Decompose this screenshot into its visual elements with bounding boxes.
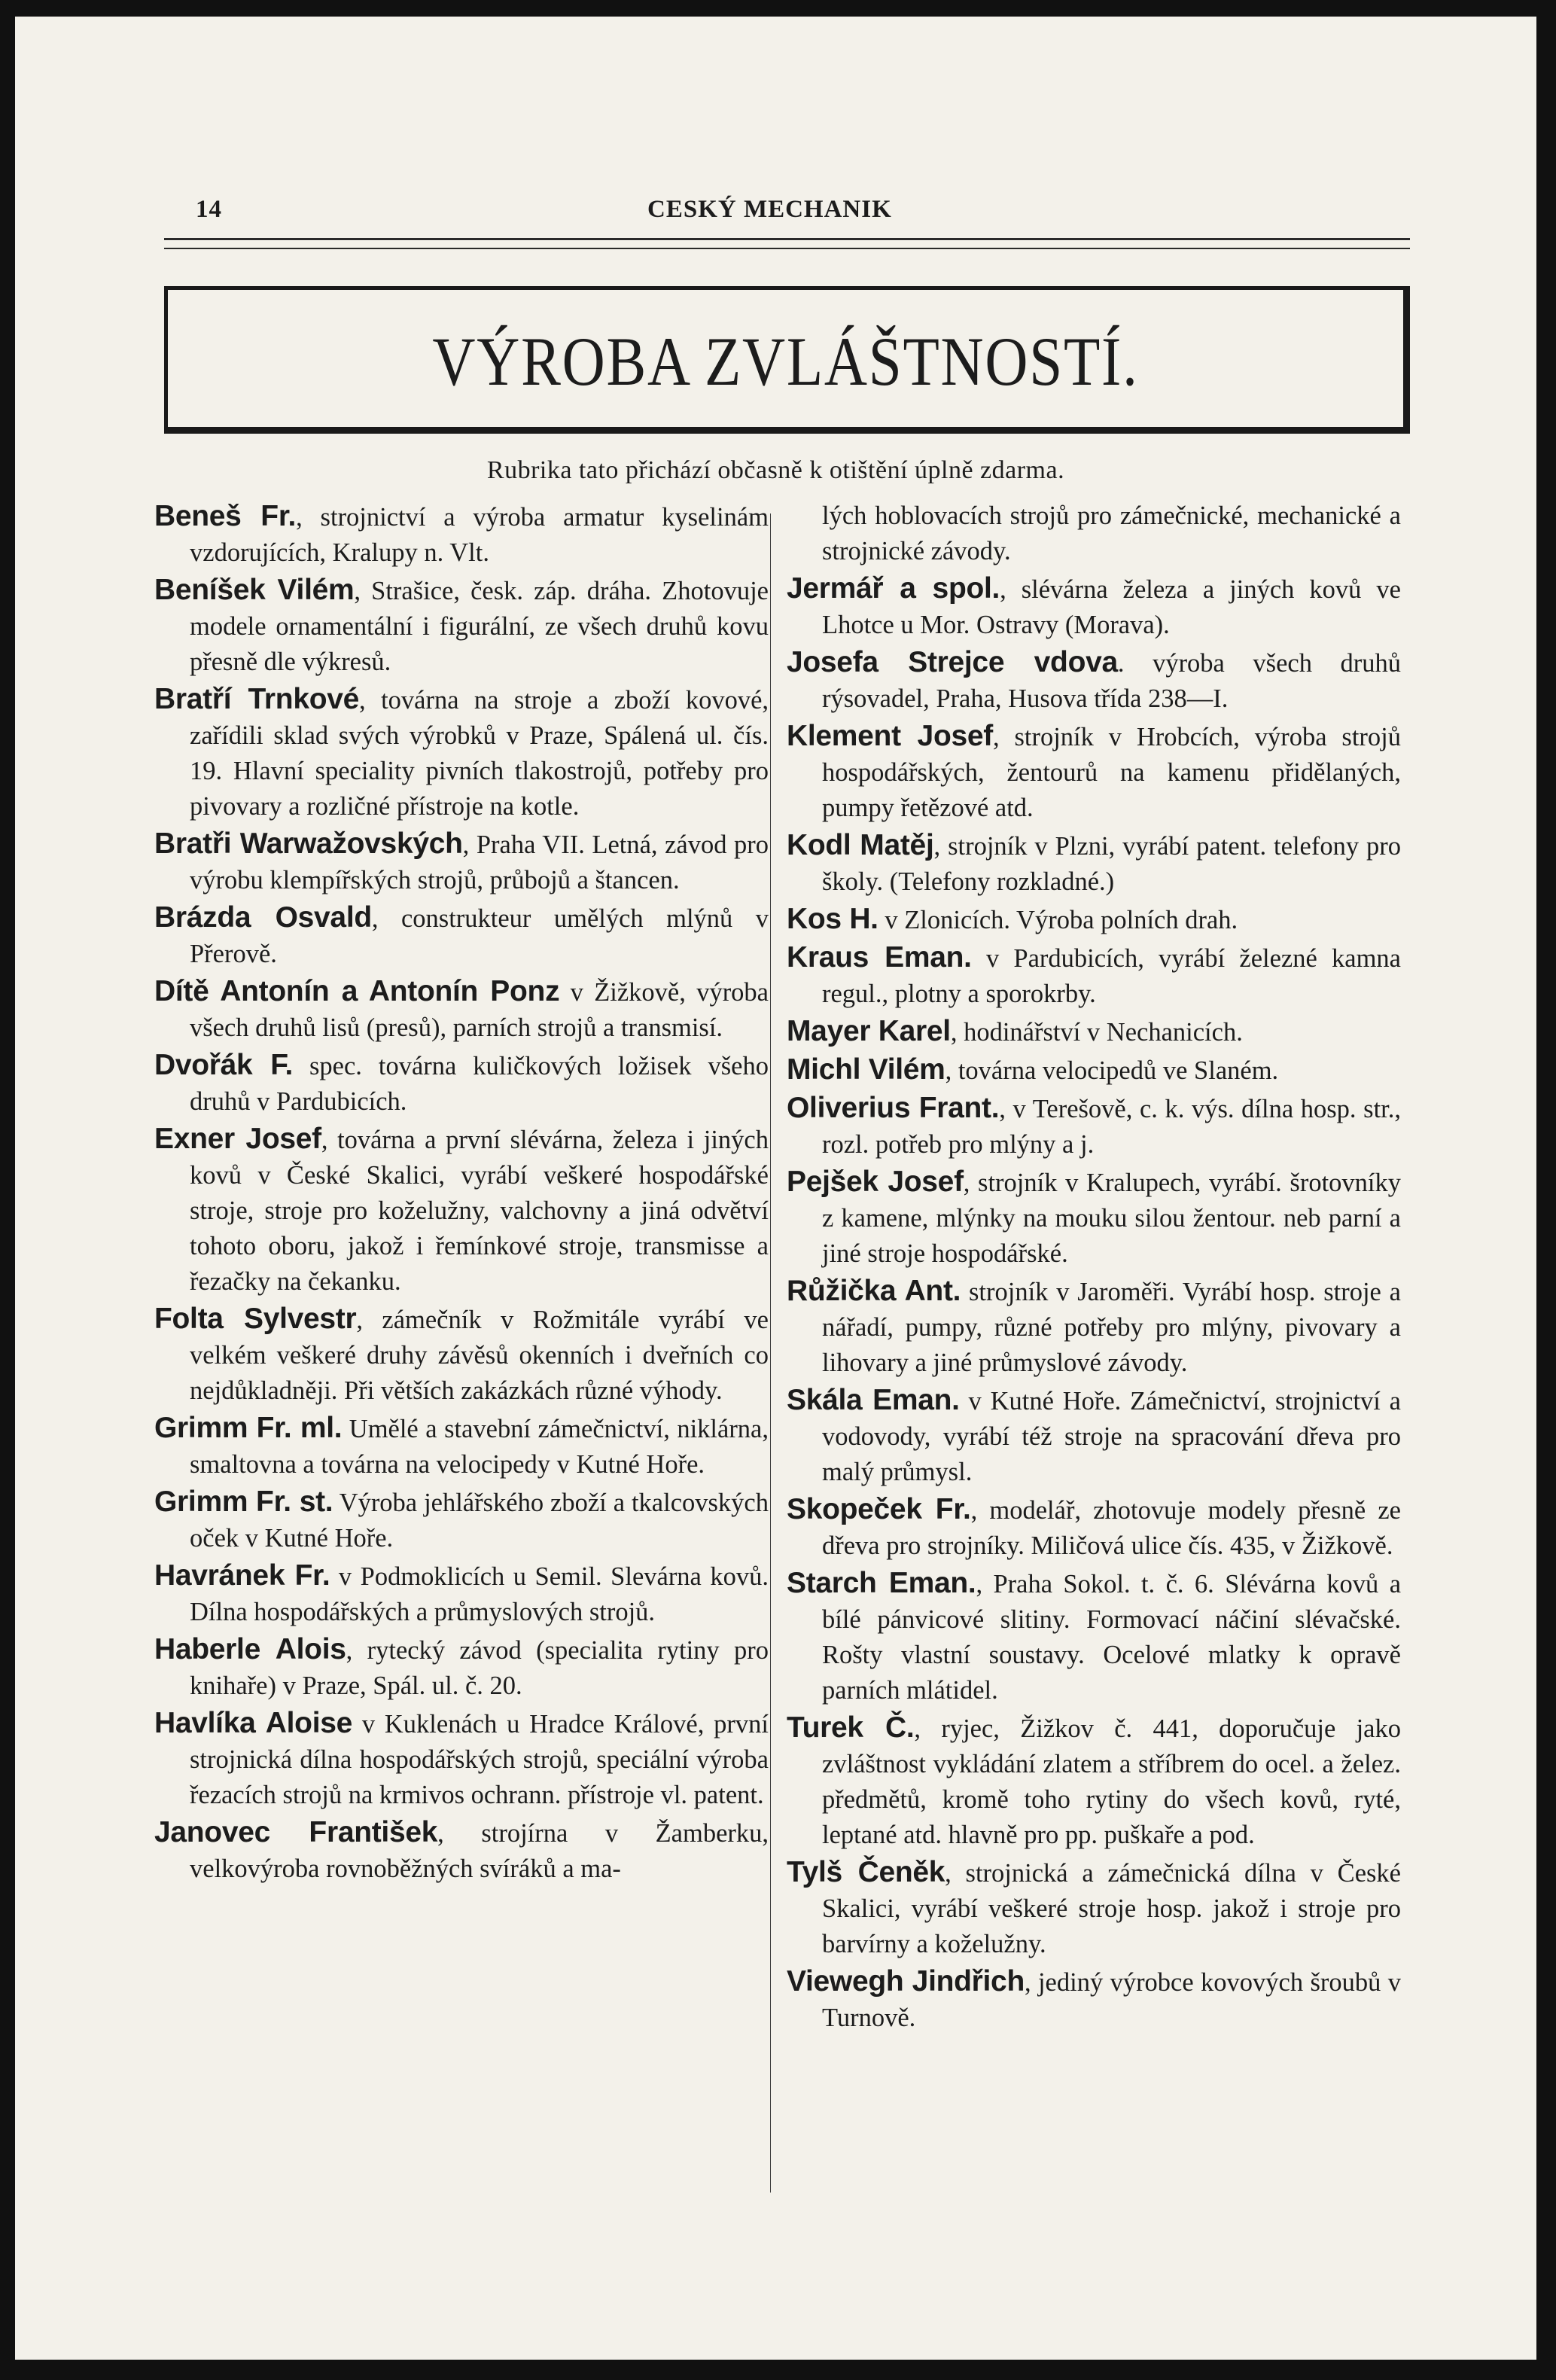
entry-description: v Zlonicích. Výroba polních drah. [878,906,1238,934]
entry-description: , Praha Sokol. t. č. 6. Slévárna kovů a bílé pánvicové slitiny. Formovací náčiní slévačské. Rošty vlastní soustavy. Ocelové mlatky k opravě parních mlátidel. [822,1570,1402,1705]
right-column [787,498,1401,2037]
entry-company-name: Jermář a spol. [787,572,1000,605]
entry-description: , zámečník v Rožmitále vyrábí ve velkém veškeré druhy závěsů okenních i dveřních co nejdůkladněji. Při větších zakázkách různé výhody. [190,1306,769,1405]
entry-company-name: Beníšek Vilém [154,574,355,606]
entry-company-name: Dvořák F. [154,1049,294,1081]
entry-description: strojník v Jaroměři. Vyrábí hosp. stroje a nářadí, pumpy, různé potřeby pro mlýny, pivovary a lihovary a jiné průmyslové závody. [822,1278,1401,1377]
entry-company-name: Janovec František [154,1816,438,1848]
directory-entry [787,1013,1401,1050]
entry-description: v Kuklenách u Hradce Králové, první strojnická dílna hospodářských strojů, speciální výroba řezacích strojů na krmivos ochrann. přístroje vl. patent. [190,1710,769,1809]
directory-entry [787,901,1401,938]
directory-entry [154,900,769,972]
entry-company-name: Kraus Eman. [787,941,972,974]
running-head [15,196,1536,233]
entry-description: v Kutné Hoře. Zámečnictví, strojnictví a vodovody, vyrábí též stroje na spracování dřeva pro malý průmysl. [822,1387,1401,1486]
directory-entry [787,1273,1401,1381]
entry-description: , Strašice, česk. záp. dráha. Zhotovuje modele ornamentální i figurální, ze všech druhů kovu přesně dle výkresů. [190,577,769,676]
section-title-box [164,286,1410,434]
directory-entry [154,1705,769,1813]
entry-company-name: Růžička Ant. [787,1275,961,1307]
directory-entry [787,940,1401,1012]
directory-entry [154,1121,769,1300]
directory-entry [787,718,1401,826]
entry-company-name: Havlíka Aloise [154,1707,353,1739]
directory-entry [787,571,1401,643]
entry-description: , v Terešově, c. k. výs. dílna hosp. str., rozl. potřeb pro mlýny a j. [822,1095,1401,1159]
entry-company-name: Starch Eman. [787,1567,976,1599]
directory-entry [787,1565,1401,1708]
entry-company-name: Kodl Matěj [787,829,934,861]
journal-title: CESKÝ MECHANIK [647,196,892,223]
entry-description: , ryjec, Žižkov č. 441, doporučuje jako zvláštnost vykládání zlatem a stříbrem do ocel. a želez. předmětů, kromě toho rytiny do všech kovů, ryté, leptané atd. hlavně pro pp. puškaře a pod. [822,1714,1401,1849]
entry-company-name: Beneš Fr. [154,500,297,532]
entry-description: , rytecký závod (specialita rytiny pro knihaře) v Praze, Spál. ul. č. 20. [190,1636,769,1700]
notice-text: Rubrika tato přichází občasně k otištění úplně zdarma. [486,456,1065,484]
entry-company-name: Havránek Fr. [154,1559,330,1592]
entry-description: , modelář, zhotovuje modely přesně ze dřeva pro strojníky. Miličová ulice čís. 435, v Žižkově. [822,1496,1401,1560]
directory-entry [787,1090,1401,1163]
entry-company-name: Brázda Osvald [154,901,372,934]
entry-company-name: Klement Josef [787,720,993,752]
left-column [154,498,769,1888]
directory-entry [787,827,1401,900]
entry-description: v Pardubicích, vyrábí železné kamna regul., plotny a sporokrby. [822,944,1401,1008]
entry-description: , strojnictví a výroba armatur kyselinám vzdorujících, Kralupy n. Vlt. [190,503,769,567]
entry-description: , strojník v Kralupech, vyrábí. šrotovníky z kamene, mlýnky na mouku silou žentour. neb parní a jiné stroje hospodářské. [822,1169,1401,1268]
directory-entry [787,645,1401,717]
header-rule [164,238,1410,249]
entry-description: , slévárna železa a jiných kovů ve Lhotce u Mor. Ostravy (Morava). [822,575,1401,639]
directory-entry [787,1382,1401,1490]
directory-entry [154,1558,769,1630]
directory-entry [154,1815,769,1887]
directory-entry [154,1632,769,1704]
entry-description: , Praha VII. Letná, závod pro výrobu klempířských strojů, průbojů a štancen. [190,830,769,894]
entry-company-name: Josefa Strejce vdova [787,646,1118,678]
entry-company-name: Kos H. [787,903,878,935]
directory-entry [154,572,769,680]
entry-company-name: Exner Josef [154,1123,321,1155]
entry-company-name: Dítě Antonín a Antonín Ponz [154,975,560,1007]
directory-entry [154,974,769,1046]
entry-description: , továrna a první slévárna, železa i jiných kovů v České Skalici, vyrábí veškeré hospodářské stroje, stroje pro koželužny, valchovny a jiná odvětví tohoto oboru, jakož i řemínkové stroje, transmisse a řezačky na čekanku. [190,1126,769,1296]
directory-entry [787,1964,1401,2036]
entry-company-name: Pejšek Josef [787,1166,964,1198]
directory-entry [787,498,1401,569]
directory-entry [154,1047,769,1120]
entry-description: Umělé a stavební zámečnictví, niklárna, smaltovna a továrna na velocipedy v Kutné Hoře. [190,1415,769,1479]
directory-entry [154,1301,769,1409]
section-title: VÝROBA ZVLÁŠTNOSTÍ. [432,323,1139,400]
entry-description: , construkteur umělých mlýnů v Přerově. [190,904,769,968]
directory-entry [154,1484,769,1556]
entry-company-name: Bratři Warwažovských [154,827,463,860]
directory-entry [787,1492,1401,1564]
directory-entry [154,826,769,898]
directory-entry [787,1052,1401,1089]
directory-entry [787,1854,1401,1962]
entry-company-name: Turek Č. [787,1711,915,1744]
entry-description: Výroba jehlářského zboží a tkalcovských oček v Kutné Hoře. [190,1489,769,1553]
column-divider [770,513,771,2193]
entry-company-name: Bratří Trnkové [154,683,360,715]
entry-description: , hodinářství v Nechanicích. [950,1018,1243,1047]
directory-entry [154,681,769,824]
entry-description: v Podmoklicích u Semil. Slevárna kovů. Dílna hospodářských a průmyslových strojů. [190,1562,769,1626]
entry-description: , jediný výrobce kovových šroubů v Turnově. [822,1968,1401,2032]
entry-description: , strojník v Plzni, vyrábí patent. telefony pro školy. (Telefony rozkladné.) [822,832,1402,896]
entry-company-name: Michl Vilém [787,1053,945,1086]
directory-entry [154,1410,769,1483]
entry-description: , strojník v Hrobcích, výroba strojů hospodářských, žentourů na kamenu přidělaných, pumpy řetězové atd. [822,723,1401,822]
entry-description: v Žižkově, výroba všech druhů lisů (presů), parních strojů a transmisí. [190,978,769,1042]
entry-company-name: Skála Eman. [787,1384,960,1416]
entry-description: , strojírna v Žamberku, velkovýroba rovnoběžných svíráků a ma- [190,1819,769,1883]
entry-description: , továrna velocipedů ve Slaném. [945,1056,1279,1085]
entry-description: . výroba všech druhů rýsovadel, Praha, Husova třída 238—I. [822,649,1401,713]
directory-entry [787,1710,1401,1853]
entry-description: lých hoblovacích strojů pro zámečnické, mechanické a strojnické závody. [822,501,1401,565]
entry-company-name: Mayer Karel [787,1015,951,1047]
entry-company-name: Folta Sylvestr [154,1303,357,1335]
entry-company-name: Skopeček Fr. [787,1493,971,1525]
entry-company-name: Viewegh Jindřich [787,1965,1025,1998]
entry-description: , strojnická a zámečnická dílna v České Skalici, vyrábí veškeré stroje hosp. jakož i stroje pro barvírny a koželužny. [822,1859,1401,1958]
page-number: 14 [196,196,222,223]
entry-description: , továrna na stroje a zboží kovové, zařídili sklad svých výrobků v Praze, Spálená ul. čís. 19. Hlavní speciality pivních tlakostrojů, potřeby pro pivovary a rozličné přístroje na kotle. [190,686,769,821]
entry-description: spec. továrna kuličkových ložisek všeho druhů v Pardubicích. [190,1052,769,1116]
page [15,17,1536,2360]
entry-company-name: Grimm Fr. st. [154,1486,333,1518]
entry-company-name: Tylš Čeněk [787,1856,945,1888]
directory-entry [787,1164,1401,1272]
entry-company-name: Oliverius Frant. [787,1092,1000,1124]
entry-company-name: Grimm Fr. ml. [154,1412,343,1444]
entry-company-name: Haberle Alois [154,1633,346,1665]
directory-entry [154,498,769,571]
